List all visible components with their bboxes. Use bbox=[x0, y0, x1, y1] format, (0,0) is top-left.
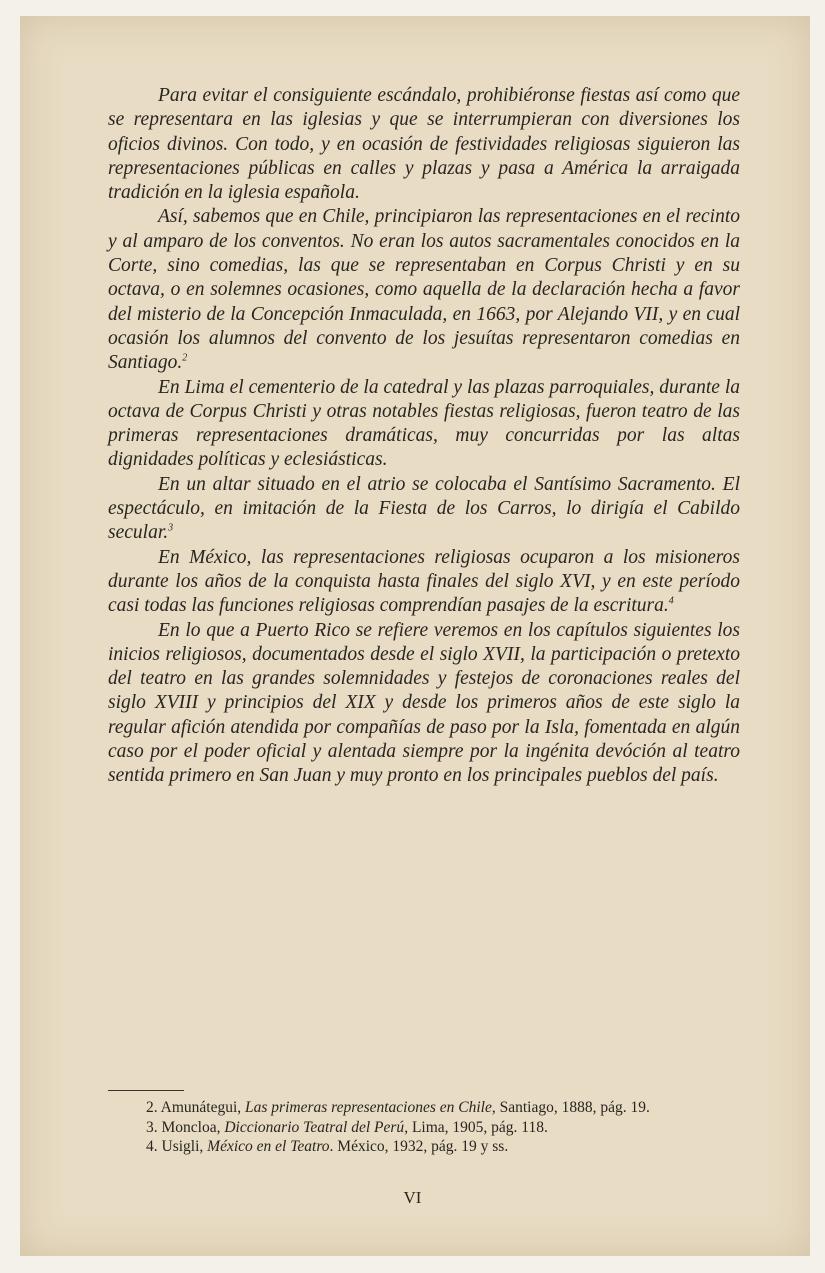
main-text bbox=[108, 84, 740, 789]
paragraph: Para evitar el consiguiente escándalo, prohibiéronse fiestas así como que se representara en las iglesias y que se interrumpieran con diversiones los oficios divinos. Con todo, y en ocasión de festividades religiosas siguieron las representaciones públicas en calles y plazas y pasa a América la arraigada tradición en la iglesia española. bbox=[108, 85, 740, 204]
page-number: VI bbox=[403, 1188, 422, 1207]
footnote-ref: 2 bbox=[182, 352, 188, 364]
paragraph: En Lima el cementerio de la catedral y las plazas parroquiales, durante la octava de Corpus Christi y otras notables fiestas religiosas, fueron teatro de las primeras representaciones dramáticas, muy concurridas por las altas dignidades políticas y eclesiásticas. bbox=[108, 376, 740, 471]
footnotes bbox=[108, 1098, 740, 1157]
paragraph: Así, sabemos que en Chile, principiaron las representaciones en el recinto y al amparo de los conventos. No eran los autos sacramentales conocidos en la Corte, sino comedias, las que se representaban en Corpus Christi y en su octava, o en solemnes ocasiones, como aquella de la declaración hecha a favor del misterio de la Concepción Inmaculada, en 1663, por Alejando VII, y en cual ocasión los alumnos del convento de los jesuítas representaron comedias en Santiago.$^2$ bbox=[108, 206, 740, 374]
footnote-divider bbox=[108, 1090, 184, 1091]
footnote: 2. Amunátegui, Las primeras representaciones en Chile, Santiago, 1888, pág. 19. bbox=[146, 1099, 650, 1116]
footnote: 3. Moncloa, Diccionario Teatral del Perú, Lima, 1905, pág. 118. bbox=[146, 1118, 548, 1136]
footnote-ref: 4 bbox=[668, 595, 674, 607]
paragraph: En lo que a Puerto Rico se refiere veremos en los capítulos siguientes los inicios religiosos, documentados desde el siglo XVII, la participación o pretexto del teatro en las grandes solemnidades y festejos de coronaciones reales del siglo XVIII y principios del XIX y desde los primeros años de este siglo la regular afición atendida por compañías de paso por la Isla, fomentada en algún caso por el poder oficial y alentada siempre por la ingénita devóción al teatro sentida primero en San Juan y muy pronto en los principales pueblos del país. bbox=[108, 619, 740, 787]
footnote: 4. Usigli, México en el Teatro. México, 1932, pág. 19 y ss. bbox=[146, 1138, 509, 1155]
paragraph: En México, las representaciones religiosas ocuparon a los misioneros durante los años de la conquista hasta finales del siglo XVI, y en este período casi todas las funciones religiosas comprendían pasajes de la escritura.$^4$ bbox=[108, 546, 740, 617]
footnote-ref: 3 bbox=[168, 522, 174, 534]
paragraph: En un altar situado en el atrio se colocaba el Santísimo Sacramento. El espectáculo, en imitación de la Fiesta de los Carros, lo dirigía el Cabildo secular.$^3$ bbox=[108, 473, 740, 544]
